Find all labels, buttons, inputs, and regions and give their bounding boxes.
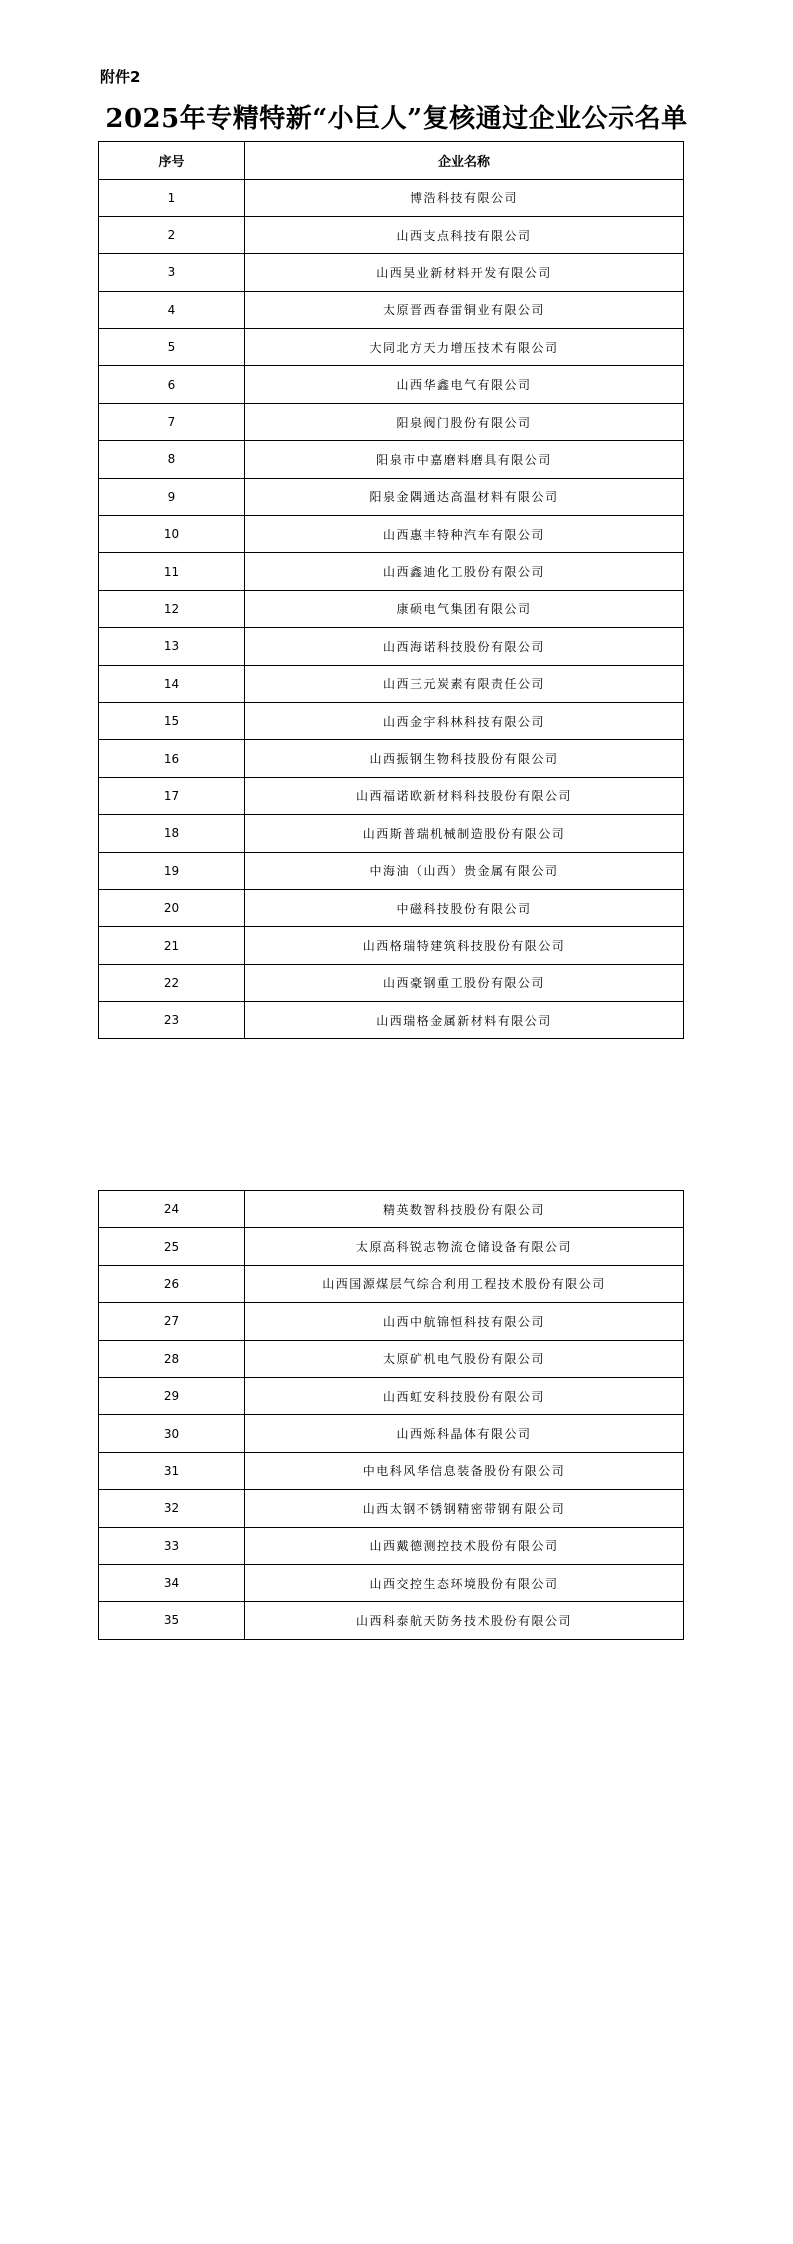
row-index: 28: [99, 1340, 245, 1377]
table-row: [99, 441, 684, 478]
row-index: 23: [99, 1002, 245, 1039]
table-row: [99, 927, 684, 964]
table-row: [99, 889, 684, 926]
row-company-name: 山西金宇科林科技有限公司: [245, 702, 684, 739]
row-index: 12: [99, 590, 245, 627]
row-index: 29: [99, 1377, 245, 1414]
row-index: 31: [99, 1452, 245, 1489]
table-row: [99, 478, 684, 515]
table-row: [99, 740, 684, 777]
table-row: [99, 590, 684, 627]
row-index: 11: [99, 553, 245, 590]
page-title: 2025年专精特新“小巨人”复核通过企业公示名单: [105, 104, 688, 134]
row-company-name: 太原晋西春雷铜业有限公司: [245, 291, 684, 328]
row-index: 22: [99, 964, 245, 1001]
row-company-name: 山西豪钢重工股份有限公司: [245, 964, 684, 1001]
table-row: [99, 1602, 684, 1639]
row-index: 2: [99, 216, 245, 253]
row-index: 34: [99, 1564, 245, 1601]
table-row: [99, 665, 684, 702]
row-index: 16: [99, 740, 245, 777]
attachment-label: 附件2: [100, 68, 141, 86]
table-row: [99, 403, 684, 440]
row-index: 7: [99, 403, 245, 440]
row-company-name: 山西惠丰特种汽车有限公司: [245, 516, 684, 553]
row-index: 19: [99, 852, 245, 889]
table-row: [99, 1377, 684, 1414]
table-row: [99, 702, 684, 739]
table-row: [99, 291, 684, 328]
table-row: [99, 1265, 684, 1302]
row-company-name: 山西太钢不锈钢精密带钢有限公司: [245, 1490, 684, 1527]
row-company-name: 山西华鑫电气有限公司: [245, 366, 684, 403]
company-table-part-2: [98, 1190, 684, 1640]
row-company-name: 山西国源煤层气综合利用工程技术股份有限公司: [245, 1265, 684, 1302]
row-company-name: 山西斯普瑞机械制造股份有限公司: [245, 815, 684, 852]
row-company-name: 阳泉金隅通达高温材料有限公司: [245, 478, 684, 515]
table-row: [99, 553, 684, 590]
row-index: 4: [99, 291, 245, 328]
row-company-name: 山西交控生态环境股份有限公司: [245, 1564, 684, 1601]
table-row: [99, 777, 684, 814]
row-index: 21: [99, 927, 245, 964]
table-row: [99, 1002, 684, 1039]
row-index: 17: [99, 777, 245, 814]
row-index: 9: [99, 478, 245, 515]
table-row: [99, 1415, 684, 1452]
row-company-name: 中电科风华信息装备股份有限公司: [245, 1452, 684, 1489]
table-row: [99, 1191, 684, 1228]
row-index: 15: [99, 702, 245, 739]
row-index: 25: [99, 1228, 245, 1265]
row-index: 6: [99, 366, 245, 403]
table-row: [99, 516, 684, 553]
row-company-name: 康硕电气集团有限公司: [245, 590, 684, 627]
row-company-name: 山西虹安科技股份有限公司: [245, 1377, 684, 1414]
row-company-name: 山西三元炭素有限责任公司: [245, 665, 684, 702]
row-index: 35: [99, 1602, 245, 1639]
row-index: 33: [99, 1527, 245, 1564]
row-index: 14: [99, 665, 245, 702]
header-index: 序号: [99, 142, 245, 180]
table-header-row: [99, 142, 684, 180]
row-index: 13: [99, 628, 245, 665]
table-row: [99, 1228, 684, 1265]
row-company-name: 山西鑫迪化工股份有限公司: [245, 553, 684, 590]
table-row: [99, 216, 684, 253]
table-row: [99, 815, 684, 852]
row-company-name: 中磁科技股份有限公司: [245, 889, 684, 926]
row-index: 3: [99, 254, 245, 291]
row-index: 1: [99, 179, 245, 216]
row-index: 10: [99, 516, 245, 553]
row-index: 8: [99, 441, 245, 478]
table-row: [99, 1527, 684, 1564]
row-company-name: 山西格瑞特建筑科技股份有限公司: [245, 927, 684, 964]
row-index: 24: [99, 1191, 245, 1228]
table-row: [99, 329, 684, 366]
row-company-name: 阳泉阀门股份有限公司: [245, 403, 684, 440]
row-index: 32: [99, 1490, 245, 1527]
row-company-name: 阳泉市中嘉磨料磨具有限公司: [245, 441, 684, 478]
company-table-part-1: [98, 141, 684, 1039]
table-row: [99, 254, 684, 291]
table-row: [99, 366, 684, 403]
row-company-name: 山西海诺科技股份有限公司: [245, 628, 684, 665]
row-company-name: 山西支点科技有限公司: [245, 216, 684, 253]
table-row: [99, 964, 684, 1001]
row-company-name: 山西科泰航天防务技术股份有限公司: [245, 1602, 684, 1639]
row-company-name: 中海油（山西）贵金属有限公司: [245, 852, 684, 889]
row-company-name: 山西振钢生物科技股份有限公司: [245, 740, 684, 777]
row-company-name: 博浩科技有限公司: [245, 179, 684, 216]
row-index: 20: [99, 889, 245, 926]
row-index: 30: [99, 1415, 245, 1452]
row-company-name: 太原高科锐志物流仓储设备有限公司: [245, 1228, 684, 1265]
row-company-name: 山西中航锦恒科技有限公司: [245, 1303, 684, 1340]
row-index: 5: [99, 329, 245, 366]
row-index: 18: [99, 815, 245, 852]
row-index: 26: [99, 1265, 245, 1302]
row-company-name: 山西烁科晶体有限公司: [245, 1415, 684, 1452]
header-company-name: 企业名称: [245, 142, 684, 180]
table-row: [99, 852, 684, 889]
row-company-name: 山西福诺欧新材料科技股份有限公司: [245, 777, 684, 814]
row-company-name: 山西戴德测控技术股份有限公司: [245, 1527, 684, 1564]
table-row: [99, 179, 684, 216]
table-row: [99, 628, 684, 665]
table-row: [99, 1340, 684, 1377]
table-row: [99, 1490, 684, 1527]
row-company-name: 精英数智科技股份有限公司: [245, 1191, 684, 1228]
table-row: [99, 1303, 684, 1340]
row-company-name: 大同北方天力增压技术有限公司: [245, 329, 684, 366]
table-row: [99, 1452, 684, 1489]
table-row: [99, 1564, 684, 1601]
row-index: 27: [99, 1303, 245, 1340]
row-company-name: 山西瑞格金属新材料有限公司: [245, 1002, 684, 1039]
row-company-name: 山西昊业新材料开发有限公司: [245, 254, 684, 291]
row-company-name: 太原矿机电气股份有限公司: [245, 1340, 684, 1377]
